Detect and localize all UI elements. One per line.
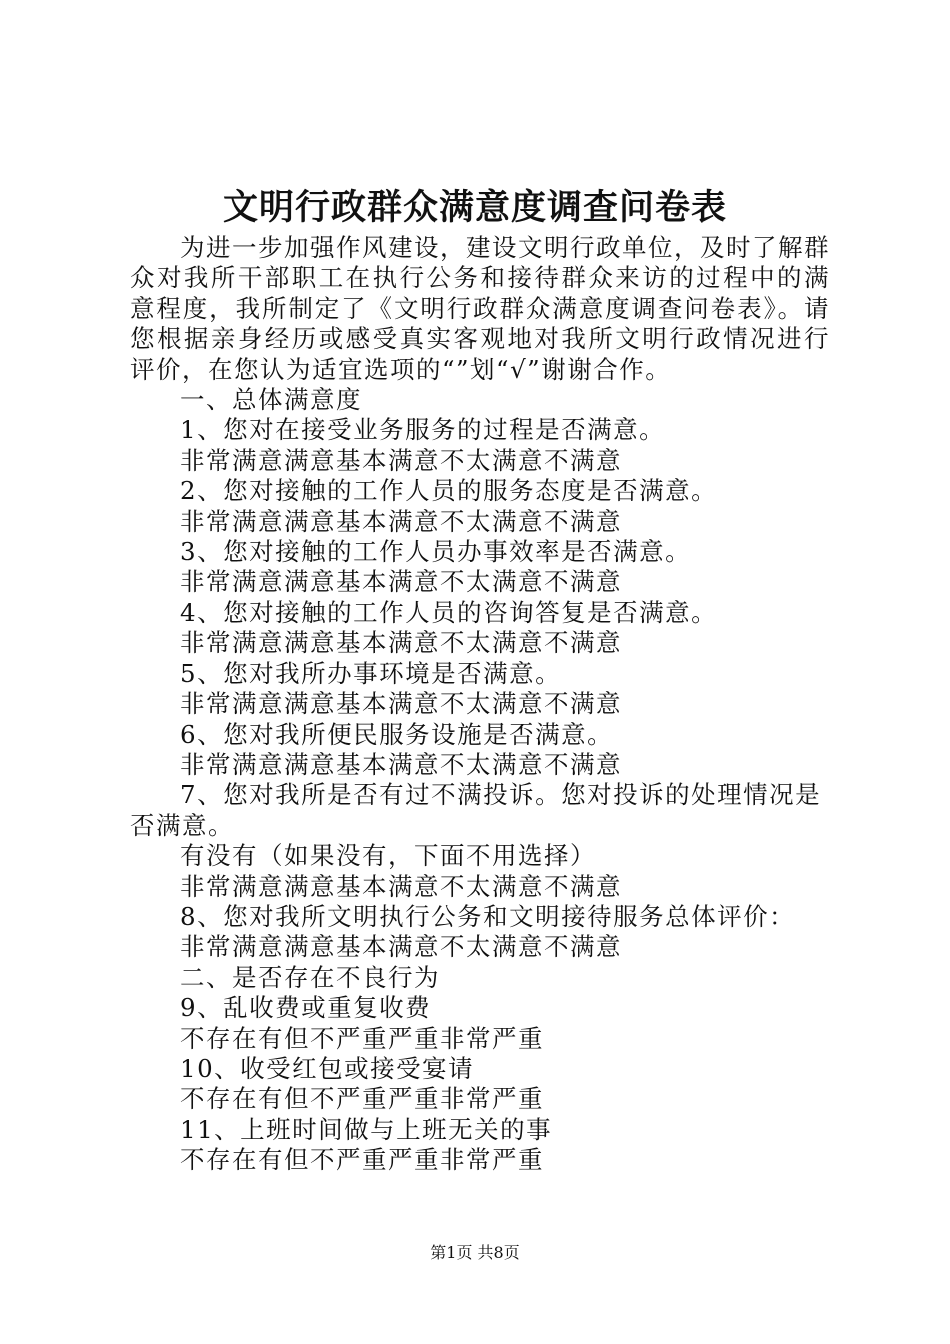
question-10: 10、收受红包或接受宴请	[180, 1053, 475, 1083]
question-1: 1、您对在接受业务服务的过程是否满意。	[180, 415, 666, 445]
question-9-options: 不存在有但不严重严重非常严重	[180, 1023, 544, 1053]
question-7-options: 非常满意满意基本满意不太满意不满意	[180, 871, 622, 901]
document-title: 文明行政群众满意度调查问卷表	[222, 188, 727, 228]
question-5: 5、您对我所办事环境是否满意。	[180, 658, 562, 688]
question-11-options: 不存在有但不严重严重非常严重	[180, 1145, 544, 1175]
question-9: 9、乱收费或重复收费	[180, 993, 432, 1023]
question-10-options: 不存在有但不严重严重非常严重	[180, 1084, 544, 1114]
question-3-options: 非常满意满意基本满意不太满意不满意	[180, 567, 622, 597]
question-4-options: 非常满意满意基本满意不太满意不满意	[180, 628, 622, 658]
question-5-options: 非常满意满意基本满意不太满意不满意	[180, 689, 622, 719]
section-heading-overall: 一、总体满意度	[180, 385, 362, 415]
intro-paragraph: 为进一步加强作风建设，建设文明行政单位，及时了解群众对我所干部职工在执行公务和接待群众来访的过程中的满意程度，我所制定了《文明行政群众满意度调查问卷表》。请您根据亲身经历或感受真实客观地对我所文明行政情况进行评价，在您认为适宜选项的“”划“√”谢谢合作。	[130, 233, 830, 384]
question-8: 8、您对我所文明执行公务和文明接待服务总体评价：	[180, 901, 796, 931]
question-2-options: 非常满意满意基本满意不太满意不满意	[180, 506, 622, 536]
question-8-options: 非常满意满意基本满意不太满意不满意	[180, 932, 622, 962]
question-11: 11、上班时间做与上班无关的事	[180, 1114, 553, 1144]
page-footer: 第1页 共8页	[430, 1243, 520, 1262]
question-4: 4、您对接触的工作人员的咨询答复是否满意。	[180, 597, 718, 627]
question-3: 3、您对接触的工作人员办事效率是否满意。	[180, 537, 692, 567]
question-6-options: 非常满意满意基本满意不太满意不满意	[180, 749, 622, 779]
question-7-choice: 有没有（如果没有，下面不用选择）	[180, 841, 596, 871]
section-heading-misconduct: 二、是否存在不良行为	[180, 962, 440, 992]
question-7: 7、您对我所是否有过不满投诉。您对投诉的处理情况是否满意。	[130, 780, 822, 840]
document-body	[130, 233, 830, 1176]
question-2: 2、您对接触的工作人员的服务态度是否满意。	[180, 476, 718, 506]
question-6: 6、您对我所便民服务设施是否满意。	[180, 719, 614, 749]
question-1-options: 非常满意满意基本满意不太满意不满意	[180, 445, 622, 475]
